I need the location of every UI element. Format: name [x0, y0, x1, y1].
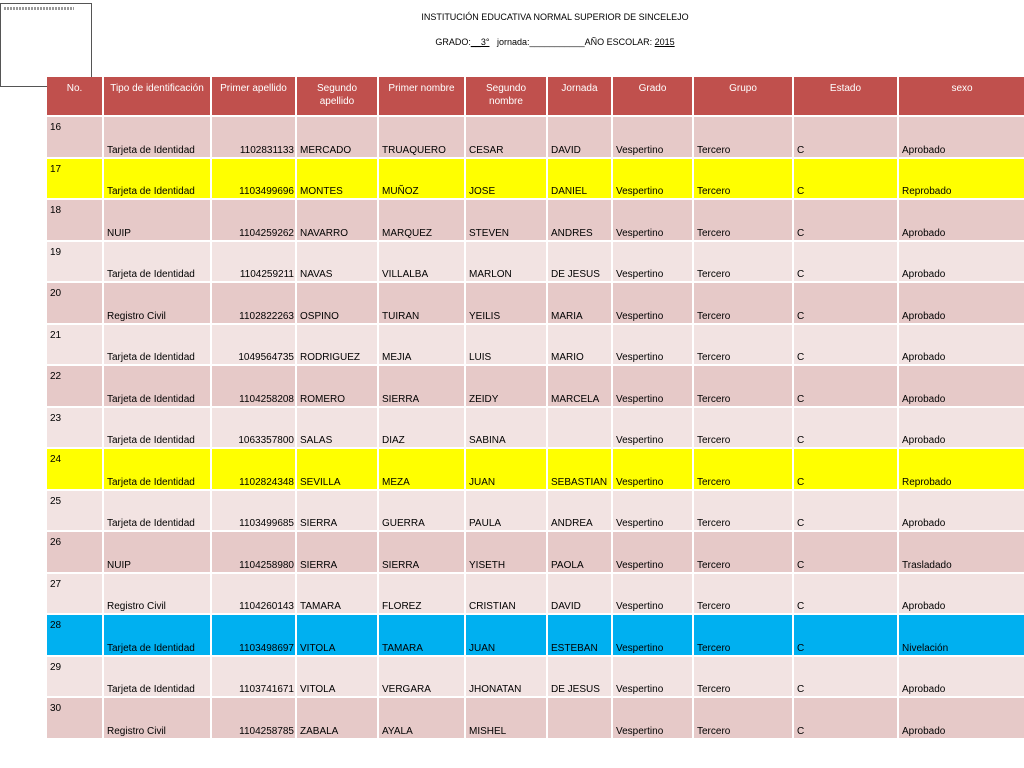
cell-primer-apellido: SALAS	[297, 408, 379, 450]
table-row	[47, 698, 1024, 740]
column-header-no: No.	[47, 77, 104, 117]
table-header-row	[47, 77, 1024, 117]
column-header-jornada: Jornada	[548, 77, 613, 117]
cell-grupo: C	[794, 325, 899, 367]
cell-segundo-apellido: GUERRA	[379, 491, 466, 533]
table-body	[47, 117, 1024, 740]
cell-no: 21	[47, 325, 104, 367]
cell-primer-apellido: ROMERO	[297, 366, 379, 408]
cell-no: 18	[47, 200, 104, 242]
cell-grupo: C	[794, 408, 899, 450]
table-row	[47, 449, 1024, 491]
column-header-estado: Estado	[794, 77, 899, 117]
anio-label: AÑO ESCOLAR:	[584, 37, 653, 47]
cell-tipo-identificacion: NUIP	[104, 532, 212, 574]
cell-numero-identificacion: 1103499685	[212, 491, 297, 533]
cell-primer-nombre: LUIS	[466, 325, 548, 367]
cell-grupo: C	[794, 491, 899, 533]
cell-segundo-nombre: ANDRES	[548, 200, 613, 242]
cell-primer-nombre: ZEIDY	[466, 366, 548, 408]
table-row	[47, 574, 1024, 616]
cell-segundo-nombre	[548, 698, 613, 740]
cell-primer-apellido: SIERRA	[297, 491, 379, 533]
cell-tipo-identificacion: Tarjeta de Identidad	[104, 325, 212, 367]
cell-no: 27	[47, 574, 104, 616]
cell-primer-apellido: VITOLA	[297, 657, 379, 699]
cell-primer-nombre: YISETH	[466, 532, 548, 574]
cell-tipo-identificacion: Registro Civil	[104, 698, 212, 740]
table-row	[47, 200, 1024, 242]
cell-primer-apellido: RODRIGUEZ	[297, 325, 379, 367]
cell-numero-identificacion: 1104260143	[212, 574, 297, 616]
table-row	[47, 366, 1024, 408]
cell-no: 16	[47, 117, 104, 159]
anio-value: 2015	[654, 37, 675, 47]
cell-primer-apellido: NAVARRO	[297, 200, 379, 242]
cell-segundo-apellido: TRUAQUERO	[379, 117, 466, 159]
cell-grupo: C	[794, 117, 899, 159]
cell-numero-identificacion: 1103499696	[212, 159, 297, 201]
cell-numero-identificacion: 1102824348	[212, 449, 297, 491]
image-caption-scribble	[4, 7, 74, 10]
cell-grupo: C	[794, 532, 899, 574]
cell-numero-identificacion: 1049564735	[212, 325, 297, 367]
cell-primer-nombre: STEVEN	[466, 200, 548, 242]
cell-sexo: Reprobado	[899, 159, 1024, 201]
cell-sexo: Aprobado	[899, 366, 1024, 408]
cell-segundo-nombre: DAVID	[548, 117, 613, 159]
cell-grado: Tercero	[694, 200, 794, 242]
cell-primer-apellido: OSPINO	[297, 283, 379, 325]
table-row	[47, 615, 1024, 657]
cell-sexo: Reprobado	[899, 449, 1024, 491]
table-row	[47, 325, 1024, 367]
cell-numero-identificacion: 1104259211	[212, 242, 297, 284]
cell-primer-nombre: SABINA	[466, 408, 548, 450]
cell-no: 22	[47, 366, 104, 408]
cell-segundo-nombre: DANIEL	[548, 159, 613, 201]
cell-numero-identificacion: 1103741671	[212, 657, 297, 699]
cell-grado: Tercero	[694, 532, 794, 574]
document-title: INSTITUCIÓN EDUCATIVA NORMAL SUPERIOR DE SINCELEJO	[421, 12, 689, 22]
cell-sexo: Aprobado	[899, 657, 1024, 699]
cell-sexo: Nivelación	[899, 615, 1024, 657]
cell-grado: Tercero	[694, 242, 794, 284]
cell-sexo: Aprobado	[899, 574, 1024, 616]
cell-segundo-apellido: FLOREZ	[379, 574, 466, 616]
cell-jornada: Vespertino	[613, 200, 694, 242]
cell-no: 28	[47, 615, 104, 657]
cell-segundo-apellido: SIERRA	[379, 366, 466, 408]
cell-grado: Tercero	[694, 698, 794, 740]
students-table	[47, 77, 1024, 740]
cell-tipo-identificacion: Tarjeta de Identidad	[104, 117, 212, 159]
cell-grado: Tercero	[694, 574, 794, 616]
cell-grado: Tercero	[694, 449, 794, 491]
cell-grado: Tercero	[694, 117, 794, 159]
cell-tipo-identificacion: Tarjeta de Identidad	[104, 408, 212, 450]
cell-segundo-apellido: MEZA	[379, 449, 466, 491]
cell-tipo-identificacion: Registro Civil	[104, 574, 212, 616]
cell-segundo-nombre: DAVID	[548, 574, 613, 616]
cell-grupo: C	[794, 159, 899, 201]
cell-segundo-nombre: DE JESUS	[548, 242, 613, 284]
cell-jornada: Vespertino	[613, 408, 694, 450]
table-row	[47, 532, 1024, 574]
cell-tipo-identificacion: Tarjeta de Identidad	[104, 615, 212, 657]
cell-grupo: C	[794, 574, 899, 616]
cell-no: 24	[47, 449, 104, 491]
cell-segundo-nombre: MARCELA	[548, 366, 613, 408]
cell-segundo-nombre: MARIO	[548, 325, 613, 367]
cell-sexo: Aprobado	[899, 325, 1024, 367]
cell-sexo: Aprobado	[899, 200, 1024, 242]
cell-primer-apellido: ZABALA	[297, 698, 379, 740]
cell-grupo: C	[794, 283, 899, 325]
cell-segundo-apellido: SIERRA	[379, 532, 466, 574]
grado-value: __3°	[470, 37, 490, 47]
cell-grupo: C	[794, 698, 899, 740]
cell-grupo: C	[794, 242, 899, 284]
cell-segundo-nombre: ANDREA	[548, 491, 613, 533]
cell-tipo-identificacion: Registro Civil	[104, 283, 212, 325]
cell-sexo: Aprobado	[899, 242, 1024, 284]
cell-sexo: Aprobado	[899, 117, 1024, 159]
column-header-segundo-nombre: Segundo nombre	[466, 77, 548, 117]
cell-jornada: Vespertino	[613, 615, 694, 657]
table-row	[47, 283, 1024, 325]
cell-segundo-apellido: MARQUEZ	[379, 200, 466, 242]
cell-no: 25	[47, 491, 104, 533]
cell-primer-apellido: MONTES	[297, 159, 379, 201]
cell-primer-nombre: JHONATAN	[466, 657, 548, 699]
cell-sexo: Aprobado	[899, 283, 1024, 325]
cell-grupo: C	[794, 615, 899, 657]
cell-numero-identificacion: 1104259262	[212, 200, 297, 242]
cell-segundo-apellido: MUÑOZ	[379, 159, 466, 201]
table-row	[47, 117, 1024, 159]
cell-no: 26	[47, 532, 104, 574]
cell-grado: Tercero	[694, 657, 794, 699]
cell-segundo-apellido: TAMARA	[379, 615, 466, 657]
cell-sexo: Trasladado	[899, 532, 1024, 574]
cell-grado: Tercero	[694, 159, 794, 201]
cell-primer-apellido: SIERRA	[297, 532, 379, 574]
cell-no: 19	[47, 242, 104, 284]
cell-primer-apellido: MERCADO	[297, 117, 379, 159]
cell-jornada: Vespertino	[613, 657, 694, 699]
cell-primer-nombre: PAULA	[466, 491, 548, 533]
cell-jornada: Vespertino	[613, 283, 694, 325]
cell-grado: Tercero	[694, 283, 794, 325]
cell-grado: Tercero	[694, 491, 794, 533]
column-header-tipo: Tipo de identificación	[104, 77, 212, 117]
cell-primer-nombre: JUAN	[466, 615, 548, 657]
table-row	[47, 159, 1024, 201]
cell-sexo: Aprobado	[899, 408, 1024, 450]
cell-no: 17	[47, 159, 104, 201]
cell-primer-nombre: CRISTIAN	[466, 574, 548, 616]
column-header-primer-nombre: Primer nombre	[379, 77, 466, 117]
cell-tipo-identificacion: Tarjeta de Identidad	[104, 657, 212, 699]
cell-primer-nombre: JOSE	[466, 159, 548, 201]
cell-primer-apellido: TAMARA	[297, 574, 379, 616]
grado-label: GRADO:	[435, 37, 471, 47]
cell-sexo: Aprobado	[899, 698, 1024, 740]
document-subtitle	[305, 37, 805, 47]
column-header-primer-apellido: Primer apellido	[212, 77, 297, 117]
column-header-grupo: Grupo	[694, 77, 794, 117]
cell-jornada: Vespertino	[613, 325, 694, 367]
cell-tipo-identificacion: Tarjeta de Identidad	[104, 491, 212, 533]
cell-numero-identificacion: 1104258980	[212, 532, 297, 574]
cell-grado: Tercero	[694, 325, 794, 367]
cell-segundo-nombre: DE JESUS	[548, 657, 613, 699]
cell-grado: Tercero	[694, 366, 794, 408]
cell-tipo-identificacion: Tarjeta de Identidad	[104, 159, 212, 201]
table-row	[47, 657, 1024, 699]
cell-no: 23	[47, 408, 104, 450]
cell-jornada: Vespertino	[613, 574, 694, 616]
cell-jornada: Vespertino	[613, 449, 694, 491]
table-row	[47, 408, 1024, 450]
cell-primer-nombre: MISHEL	[466, 698, 548, 740]
cell-segundo-apellido: TUIRAN	[379, 283, 466, 325]
cell-primer-nombre: JUAN	[466, 449, 548, 491]
cell-segundo-nombre	[548, 408, 613, 450]
cell-primer-apellido: SEVILLA	[297, 449, 379, 491]
cell-grupo: C	[794, 657, 899, 699]
cell-primer-apellido: VITOLA	[297, 615, 379, 657]
cell-numero-identificacion: 1102822263	[212, 283, 297, 325]
cell-segundo-nombre: SEBASTIAN	[548, 449, 613, 491]
jornada-label: jornada:	[496, 37, 530, 47]
cell-no: 29	[47, 657, 104, 699]
cell-primer-nombre: MARLON	[466, 242, 548, 284]
cell-tipo-identificacion: Tarjeta de Identidad	[104, 366, 212, 408]
cell-numero-identificacion: 1104258208	[212, 366, 297, 408]
jornada-value: ___________	[529, 37, 585, 47]
cell-primer-nombre: CESAR	[466, 117, 548, 159]
cell-jornada: Vespertino	[613, 532, 694, 574]
cell-segundo-apellido: AYALA	[379, 698, 466, 740]
cell-sexo: Aprobado	[899, 491, 1024, 533]
table-row	[47, 491, 1024, 533]
cell-primer-nombre: YEILIS	[466, 283, 548, 325]
cell-grupo: C	[794, 449, 899, 491]
cell-numero-identificacion: 1063357800	[212, 408, 297, 450]
cell-grado: Tercero	[694, 408, 794, 450]
cell-no: 30	[47, 698, 104, 740]
cell-jornada: Vespertino	[613, 117, 694, 159]
cell-jornada: Vespertino	[613, 242, 694, 284]
cell-jornada: Vespertino	[613, 698, 694, 740]
cell-tipo-identificacion: Tarjeta de Identidad	[104, 242, 212, 284]
cell-segundo-nombre: ESTEBAN	[548, 615, 613, 657]
column-header-grado: Grado	[613, 77, 694, 117]
cell-numero-identificacion: 1102831133	[212, 117, 297, 159]
cell-segundo-apellido: VILLALBA	[379, 242, 466, 284]
column-header-segundo-apellido: Segundo apellido	[297, 77, 379, 117]
cell-tipo-identificacion: NUIP	[104, 200, 212, 242]
cell-segundo-apellido: VERGARA	[379, 657, 466, 699]
table-row	[47, 242, 1024, 284]
cell-primer-apellido: NAVAS	[297, 242, 379, 284]
cell-jornada: Vespertino	[613, 366, 694, 408]
column-header-sexo: sexo	[899, 77, 1024, 117]
cell-grado: Tercero	[694, 615, 794, 657]
cell-segundo-nombre: MARIA	[548, 283, 613, 325]
cell-jornada: Vespertino	[613, 159, 694, 201]
cell-segundo-apellido: DIAZ	[379, 408, 466, 450]
cell-segundo-nombre: PAOLA	[548, 532, 613, 574]
cell-jornada: Vespertino	[613, 491, 694, 533]
cell-no: 20	[47, 283, 104, 325]
cell-grupo: C	[794, 366, 899, 408]
cell-grupo: C	[794, 200, 899, 242]
cell-tipo-identificacion: Tarjeta de Identidad	[104, 449, 212, 491]
cell-segundo-apellido: MEJIA	[379, 325, 466, 367]
cell-numero-identificacion: 1104258785	[212, 698, 297, 740]
cell-numero-identificacion: 1103498697	[212, 615, 297, 657]
embedded-image-placeholder	[0, 3, 92, 87]
